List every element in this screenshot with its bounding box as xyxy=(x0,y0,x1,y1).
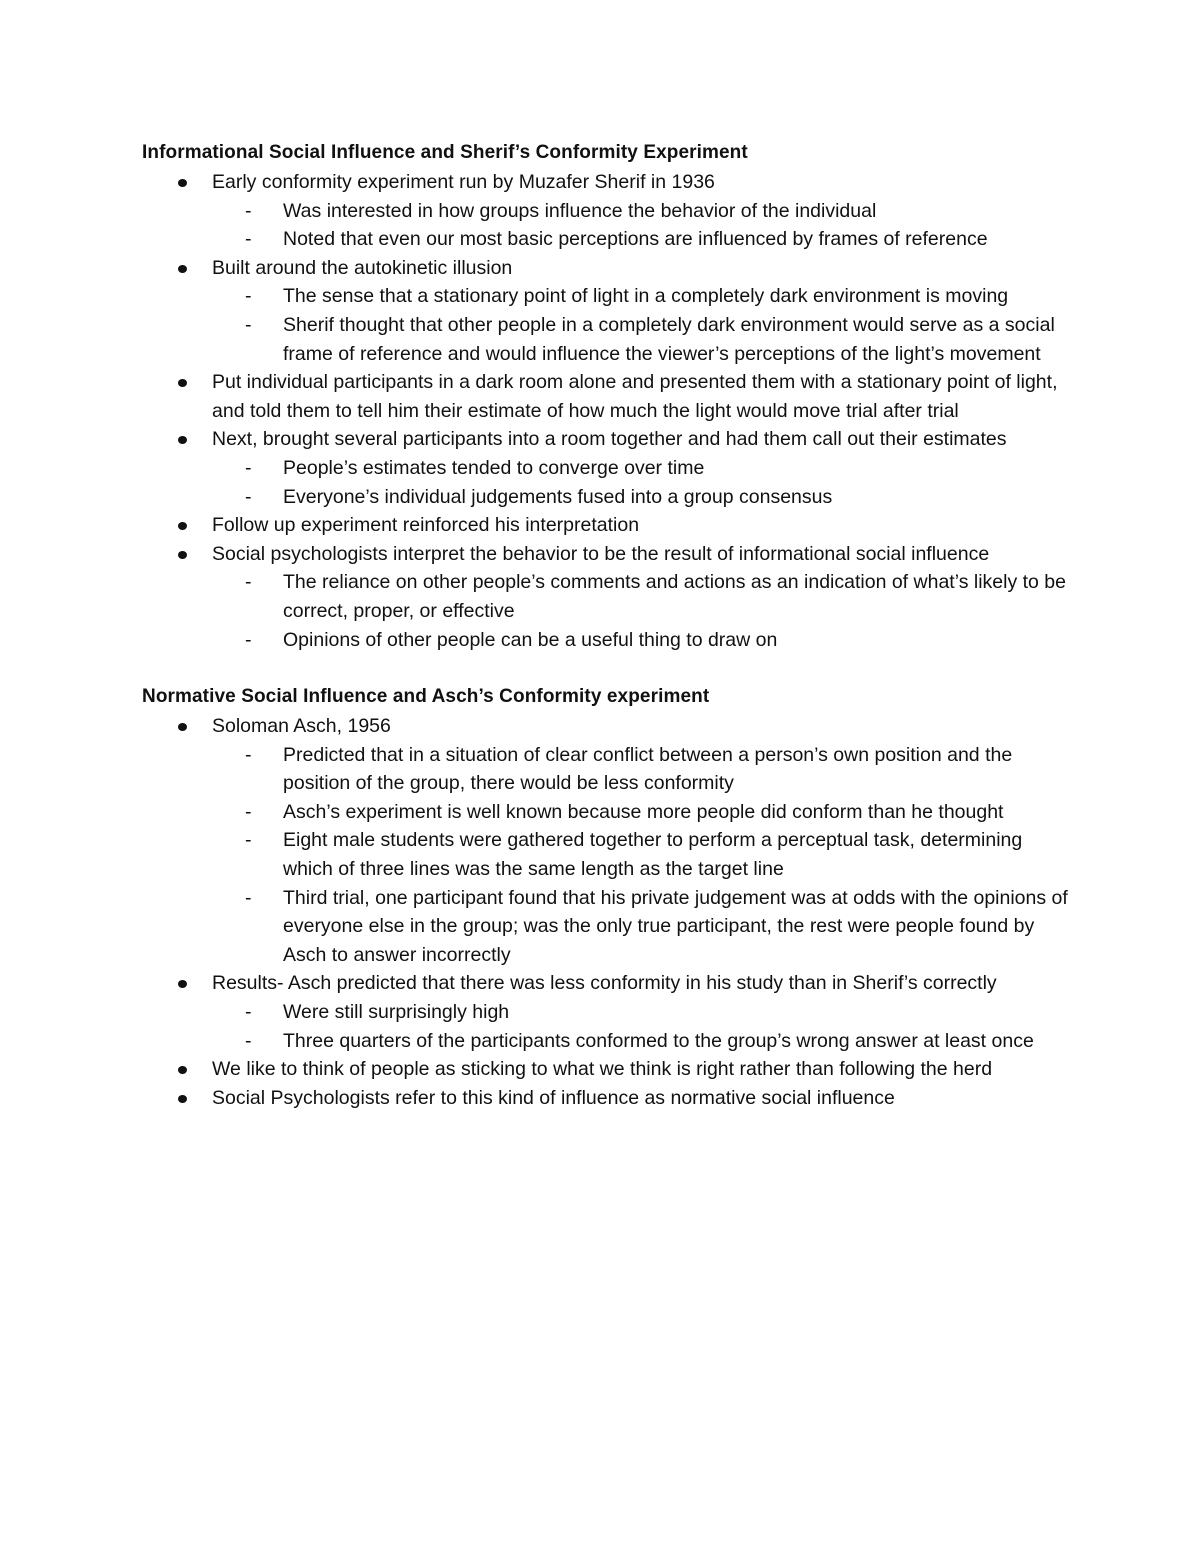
dash-icon: - xyxy=(245,628,252,651)
bullet-dot-icon xyxy=(178,1095,187,1103)
bullet-text: Social Psychologists refer to this kind of influence as normative social influence xyxy=(212,1086,895,1109)
dash-icon: - xyxy=(245,228,252,251)
bullet-list xyxy=(142,712,1072,1112)
sub-item xyxy=(212,483,1072,512)
bullet-item xyxy=(142,368,1072,425)
dash-icon: - xyxy=(245,800,252,823)
dash-icon: - xyxy=(245,1029,252,1052)
sub-item xyxy=(212,197,1072,226)
sub-list xyxy=(212,197,1072,254)
bullet-item xyxy=(142,425,1072,511)
sub-list xyxy=(212,454,1072,511)
sub-text: Noted that even our most basic perceptions are influenced by frames of reference xyxy=(283,228,988,251)
bullet-dot-icon xyxy=(178,522,187,530)
bullet-text: Early conformity experiment run by Muzafer Sherif in 1936 xyxy=(212,171,715,193)
dash-icon: - xyxy=(245,456,252,479)
sub-list xyxy=(212,568,1072,654)
bullet-text: Social psychologists interpret the behavior to be the result of informational social influence xyxy=(212,542,990,565)
bullet-dot-icon xyxy=(178,179,187,187)
section-informational xyxy=(142,138,1072,654)
sub-text: The reliance on other people’s comments and actions as an indication of what’s likely to be correct, proper, or effective xyxy=(283,571,1066,622)
sub-item xyxy=(212,884,1072,970)
sub-item xyxy=(212,998,1072,1027)
bullet-item xyxy=(142,712,1072,969)
bullet-item xyxy=(142,511,1072,540)
sub-text: Everyone’s individual judgements fused into a group consensus xyxy=(283,485,833,508)
bullet-dot-icon xyxy=(178,436,187,444)
bullet-item xyxy=(142,168,1072,254)
sub-item xyxy=(212,826,1072,883)
sub-list xyxy=(212,998,1072,1055)
sub-list xyxy=(212,282,1072,368)
sub-item xyxy=(212,282,1072,311)
bullet-dot-icon xyxy=(178,265,187,273)
sub-item xyxy=(212,454,1072,483)
bullet-item xyxy=(142,254,1072,368)
sub-item xyxy=(212,225,1072,254)
dash-icon: - xyxy=(245,313,252,336)
sub-text: Asch’s experiment is well known because more people did conform than he thought xyxy=(283,800,1004,823)
sub-list xyxy=(212,741,1072,970)
bullet-text: Next, brought several participants into a room together and had them call out their estimates xyxy=(212,428,1007,451)
bullet-text: We like to think of people as sticking to what we think is right rather than following the herd xyxy=(212,1058,993,1081)
sub-text: Sherif thought that other people in a completely dark environment would serve as a social frame of reference and would influence the viewer’s perceptions of the light’s movement xyxy=(283,313,1055,365)
sub-text: Opinions of other people can be a useful thing to draw on xyxy=(283,628,778,651)
dash-icon: - xyxy=(245,743,252,766)
bullet-item xyxy=(142,969,1072,1055)
section-title: Normative Social Influence and Asch’s Conformity experiment xyxy=(142,686,710,708)
dash-icon: - xyxy=(245,829,252,852)
sub-text: The sense that a stationary point of light in a completely dark environment is moving xyxy=(283,285,1009,308)
bullet-item xyxy=(142,1084,1072,1113)
dash-icon: - xyxy=(245,199,252,222)
bullet-dot-icon xyxy=(178,980,187,988)
sub-text: Was interested in how groups influence the behavior of the individual xyxy=(283,199,877,222)
bullet-dot-icon xyxy=(178,379,187,387)
bullet-item xyxy=(142,1055,1072,1084)
dash-icon: - xyxy=(245,886,252,909)
bullet-item xyxy=(142,540,1072,654)
dash-icon: - xyxy=(245,285,252,308)
bullet-text: Put individual participants in a dark room alone and presented them with a stationary point of light, and told them to tell him their estimate of how much the light would move trial after trial xyxy=(212,371,1058,422)
section-title: Informational Social Influence and Sherif’s Conformity Experiment xyxy=(142,142,748,163)
bullet-text: Results- Asch predicted that there was less conformity in his study than in Sherif’s correctly xyxy=(212,972,997,995)
sub-text: Third trial, one participant found that his private judgement was at odds with the opinions of everyone else in the group; was the only true participant, the rest were people found by Asch to answer incorrectly xyxy=(283,886,1068,966)
bullet-text: Follow up experiment reinforced his interpretation xyxy=(212,514,640,537)
sub-text: Were still surprisingly high xyxy=(283,1001,510,1024)
bullet-list xyxy=(142,168,1072,654)
sub-text: Three quarters of the participants conformed to the group’s wrong answer at least once xyxy=(283,1029,1034,1052)
sub-item xyxy=(212,568,1072,625)
bullet-dot-icon xyxy=(178,551,187,559)
sub-item xyxy=(212,1027,1072,1056)
sub-item xyxy=(212,626,1072,655)
dash-icon: - xyxy=(245,1001,252,1024)
sub-item xyxy=(212,311,1072,368)
sub-text: People’s estimates tended to converge over time xyxy=(283,456,705,479)
sub-item xyxy=(212,741,1072,798)
document-page xyxy=(142,138,1072,1112)
bullet-text: Built around the autokinetic illusion xyxy=(212,256,513,279)
bullet-text: Soloman Asch, 1956 xyxy=(212,715,391,738)
sub-text: Predicted that in a situation of clear conflict between a person’s own position and the position of the group, there would be less conformity xyxy=(283,743,1013,795)
sub-item xyxy=(212,798,1072,827)
sub-text: Eight male students were gathered together to perform a perceptual task, determining which of three lines was the same length as the target line xyxy=(283,829,1023,881)
bullet-dot-icon xyxy=(178,723,187,731)
dash-icon: - xyxy=(245,571,252,594)
section-normative xyxy=(142,682,1072,1112)
dash-icon: - xyxy=(245,485,252,508)
bullet-dot-icon xyxy=(178,1066,187,1074)
